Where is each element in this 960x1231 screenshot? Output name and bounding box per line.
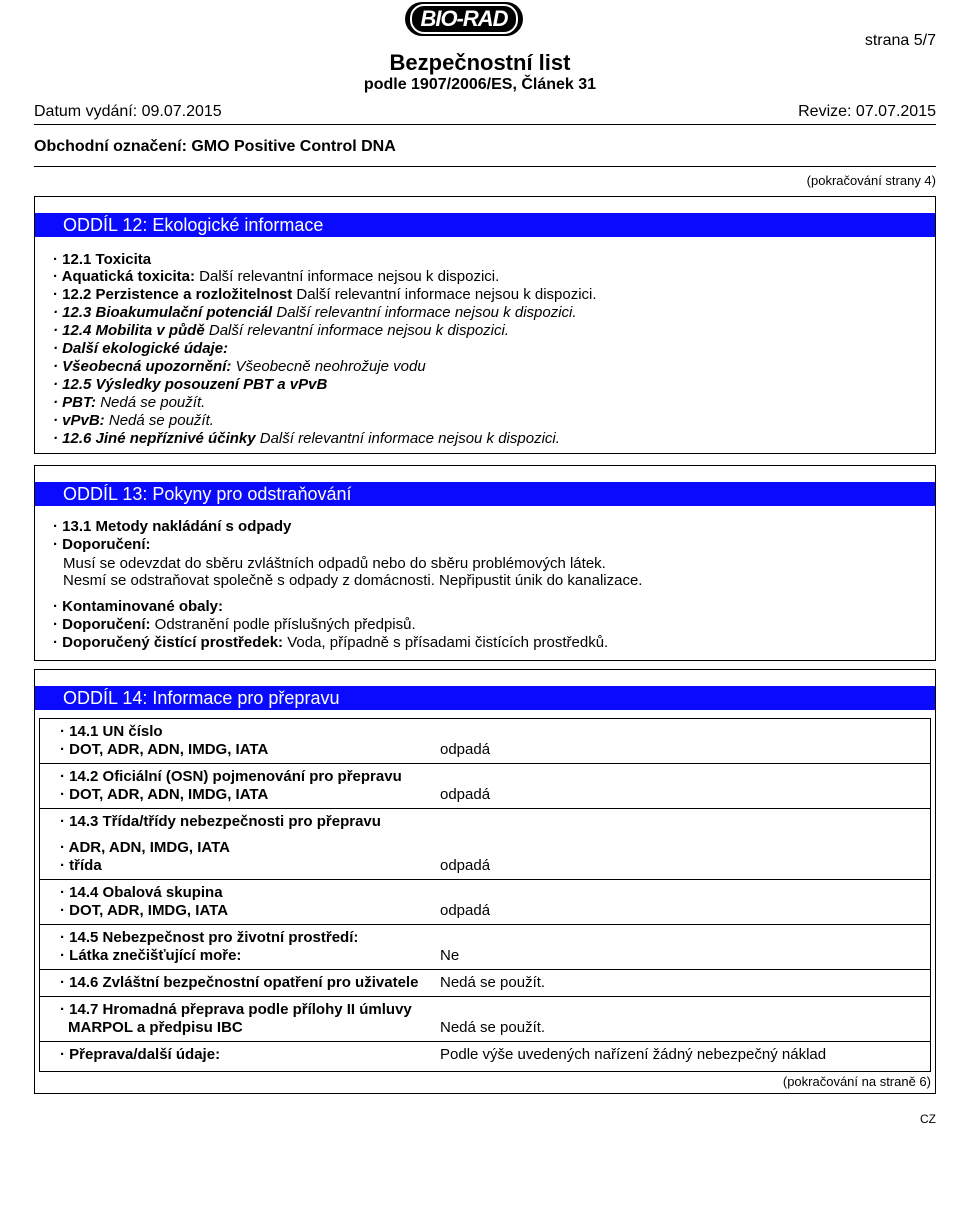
bulk-transport-marpol: MARPOL a předpisu IBC bbox=[68, 1019, 243, 1036]
row-divider bbox=[40, 763, 930, 764]
aquatic-toxicity: · Aquatická toxicita: Další relevantní informace nejsou k dispozici. bbox=[53, 268, 500, 285]
continued-from: (pokračování strany 4) bbox=[806, 173, 936, 188]
un-number-value: odpadá bbox=[440, 741, 491, 758]
other-effects: · 12.6 Jiné nepříznivé účinky Další relevantní informace nejsou k dispozici. bbox=[53, 430, 560, 447]
marine-pollutant-label: · Látka znečišťující moře: bbox=[60, 947, 242, 964]
section-13 bbox=[34, 465, 936, 661]
shipping-name-modes: · DOT, ADR, ADN, IMDG, IATA bbox=[60, 786, 269, 803]
hazard-class-value: odpadá bbox=[440, 857, 491, 874]
general-notes: · Všeobecná upozornění: Všeobecně neohrožuje vodu bbox=[53, 358, 426, 375]
bulk-transport-heading: · 14.7 Hromadná přeprava podle přílohy II úmluvy bbox=[60, 1001, 412, 1018]
recommendation-text-2: Nesmí se odstraňovat společně s odpady z domácnosti. Nepřipustit únik do kanalizace. bbox=[63, 572, 643, 589]
hazard-class-modes: · ADR, ADN, IMDG, IATA bbox=[60, 839, 230, 856]
un-number-modes: · DOT, ADR, ADN, IMDG, IATA bbox=[60, 741, 269, 758]
hazard-class-heading: · 14.3 Třída/třídy nebezpečnosti pro přepravu bbox=[60, 813, 381, 830]
transport-other-heading: · Přeprava/další údaje: bbox=[60, 1046, 221, 1063]
env-hazard-heading: · 14.5 Nebezpečnost pro životní prostředí: bbox=[60, 929, 359, 946]
row-divider bbox=[40, 1041, 930, 1042]
cleaning-agent: · Doporučený čistící prostředek: Voda, případně s přísadami čistících prostředků. bbox=[53, 634, 609, 651]
recommendation-heading: · Doporučení: bbox=[53, 536, 151, 553]
row-divider bbox=[40, 969, 930, 970]
user-precautions-value: Nedá se použít. bbox=[440, 974, 546, 991]
section-13-title: ODDÍL 13: Pokyny pro odstraňování bbox=[35, 482, 935, 506]
document-subtitle: podle 1907/2006/ES, Článek 31 bbox=[363, 76, 597, 93]
transport-other-value: Podle výše uvedených nařízení žádný nebezpečný náklad bbox=[440, 1046, 827, 1063]
divider bbox=[34, 124, 936, 125]
shipping-name-value: odpadá bbox=[440, 786, 491, 803]
row-divider bbox=[40, 808, 930, 809]
bioaccumulation: · 12.3 Bioakumulační potenciál Další relevantní informace nejsou k dispozici. bbox=[53, 304, 577, 321]
row-divider bbox=[40, 996, 930, 997]
packing-group-modes: · DOT, ADR, IMDG, IATA bbox=[60, 902, 229, 919]
recommendation-text-1: Musí se odevzdat do sběru zvláštních odpadů nebo do sběru problémových látek. bbox=[63, 555, 606, 572]
divider bbox=[34, 166, 936, 167]
issue-date: Datum vydání: 09.07.2015 bbox=[34, 103, 222, 120]
bulk-transport-value: Nedá se použít. bbox=[440, 1019, 546, 1036]
packing-group-value: odpadá bbox=[440, 902, 491, 919]
pbt-value: · PBT: Nedá se použít. bbox=[53, 394, 206, 411]
toxicity-heading: · 12.1 Toxicita bbox=[53, 251, 152, 268]
continued-to: (pokračování na straně 6) bbox=[782, 1074, 931, 1089]
section-12 bbox=[34, 196, 936, 454]
shipping-name-heading: · 14.2 Oficiální (OSN) pojmenování pro přepravu bbox=[60, 768, 402, 785]
revision-date: Revize: 07.07.2015 bbox=[798, 103, 936, 120]
row-divider bbox=[40, 924, 930, 925]
hazard-class-label: · třída bbox=[60, 857, 102, 874]
packaging-recommendation: · Doporučení: Odstranění podle příslušných předpisů. bbox=[53, 616, 416, 633]
page-number: strana 5/7 bbox=[864, 32, 936, 49]
packing-group-heading: · 14.4 Obalová skupina bbox=[60, 884, 223, 901]
persistence: · 12.2 Perzistence a rozložitelnost Další relevantní informace nejsou k dispozici. bbox=[53, 286, 597, 303]
document-title: Bezpečnostní list bbox=[389, 50, 571, 75]
transport-table bbox=[39, 718, 931, 1072]
bio-rad-logo: BIO-RAD bbox=[405, 2, 523, 36]
section-14 bbox=[34, 669, 936, 1094]
product-name: Obchodní označení: GMO Positive Control DNA bbox=[34, 138, 396, 155]
un-number-heading: · 14.1 UN číslo bbox=[60, 723, 163, 740]
other-eco-data: · Další ekologické údaje: bbox=[53, 340, 229, 357]
soil-mobility: · 12.4 Mobilita v půdě Další relevantní informace nejsou k dispozici. bbox=[53, 322, 510, 339]
waste-methods-heading: · 13.1 Metody nakládání s odpady bbox=[53, 518, 292, 535]
row-divider bbox=[40, 879, 930, 880]
vpvb-value: · vPvB: Nedá se použít. bbox=[53, 412, 214, 429]
section-14-title: ODDÍL 14: Informace pro přepravu bbox=[35, 686, 935, 710]
language-code: CZ bbox=[920, 1112, 936, 1126]
user-precautions-heading: · 14.6 Zvláštní bezpečnostní opatření pro uživatele bbox=[60, 974, 419, 991]
marine-pollutant-value: Ne bbox=[440, 947, 460, 964]
contaminated-packaging: · Kontaminované obaly: bbox=[53, 598, 224, 615]
pbt-heading: · 12.5 Výsledky posouzení PBT a vPvB bbox=[53, 376, 328, 393]
section-12-title: ODDÍL 12: Ekologické informace bbox=[35, 213, 935, 237]
